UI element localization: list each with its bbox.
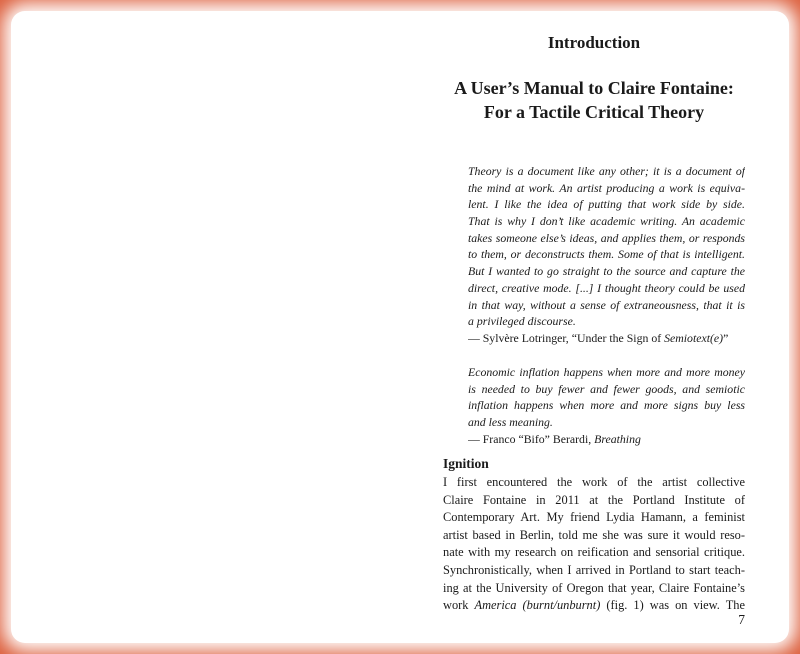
page-title-line-1: A User’s Manual to Claire Fontaine: [454,78,734,98]
page-title-line-2: For a Tactile Critical Theory [483,102,705,122]
text-line: the mind at work. An artist producing a work is equiva- [468,180,745,195]
text-line: a privileged discourse. [468,314,576,329]
section-heading: Ignition [443,456,489,471]
text-line: is needed to buy fewer and fewer goods, and semiotic [468,381,745,396]
text-line: Synchronistically, when I arrived in Portland to start teach- [443,562,745,577]
epigraph-lotringer [468,163,745,347]
text-line: inflation happens when more and more signs buy less [468,398,745,413]
text-line: and less meaning. [468,415,553,430]
text-line: I first encountered the work of the artist collective [443,475,745,489]
text-line: nate with my research on reification and sensorial critique. [443,545,745,560]
epigraph-berardi [468,364,745,447]
page-number: 7 [738,612,745,627]
text-line: in that way, without a sense of extraneousness, that it is [468,297,745,312]
text-line: artist based in Berlin, told me she was sure it would reso- [443,527,745,542]
text-line: to them, or deconstructs them. Some of that is intelligent. [468,247,745,262]
text-line: That is why I don’t like academic writing. An academic [468,214,745,229]
text-line: Contemporary Art. My friend Lydia Hamann, a feminist [443,510,745,525]
text-line: ing at the University of Oregon that year, Claire Fontaine’s [443,580,745,595]
text-line: lent. I like the idea of putting that work side by side. [468,197,745,212]
text-line: But I wanted to go straight to the source and capture the [468,264,745,279]
text-line: — Sylvère Lotringer, “Under the Sign of Semiotext(e)” [468,330,729,345]
text-line: — Franco “Bifo” Berardi, Breathing [468,431,641,446]
text-line: Claire Fontaine in 2011 at the Portland Institute of [443,492,745,507]
text-line: takes someone else’s ideas, and applies them, or responds [468,230,745,245]
text-column [443,0,745,654]
text-line: Economic inflation happens when more and more money [468,365,745,379]
page-title [424,76,764,124]
body-paragraph [443,474,745,615]
text-line: Theory is a document like any other; it is a document of [468,164,745,178]
text-line: direct, creative mode. [...] I thought theory could be used [468,280,745,295]
text-line: work America (burnt/unburnt) (fig. 1) was on view. The [443,598,745,613]
chapter-label: Introduction [547,33,641,52]
